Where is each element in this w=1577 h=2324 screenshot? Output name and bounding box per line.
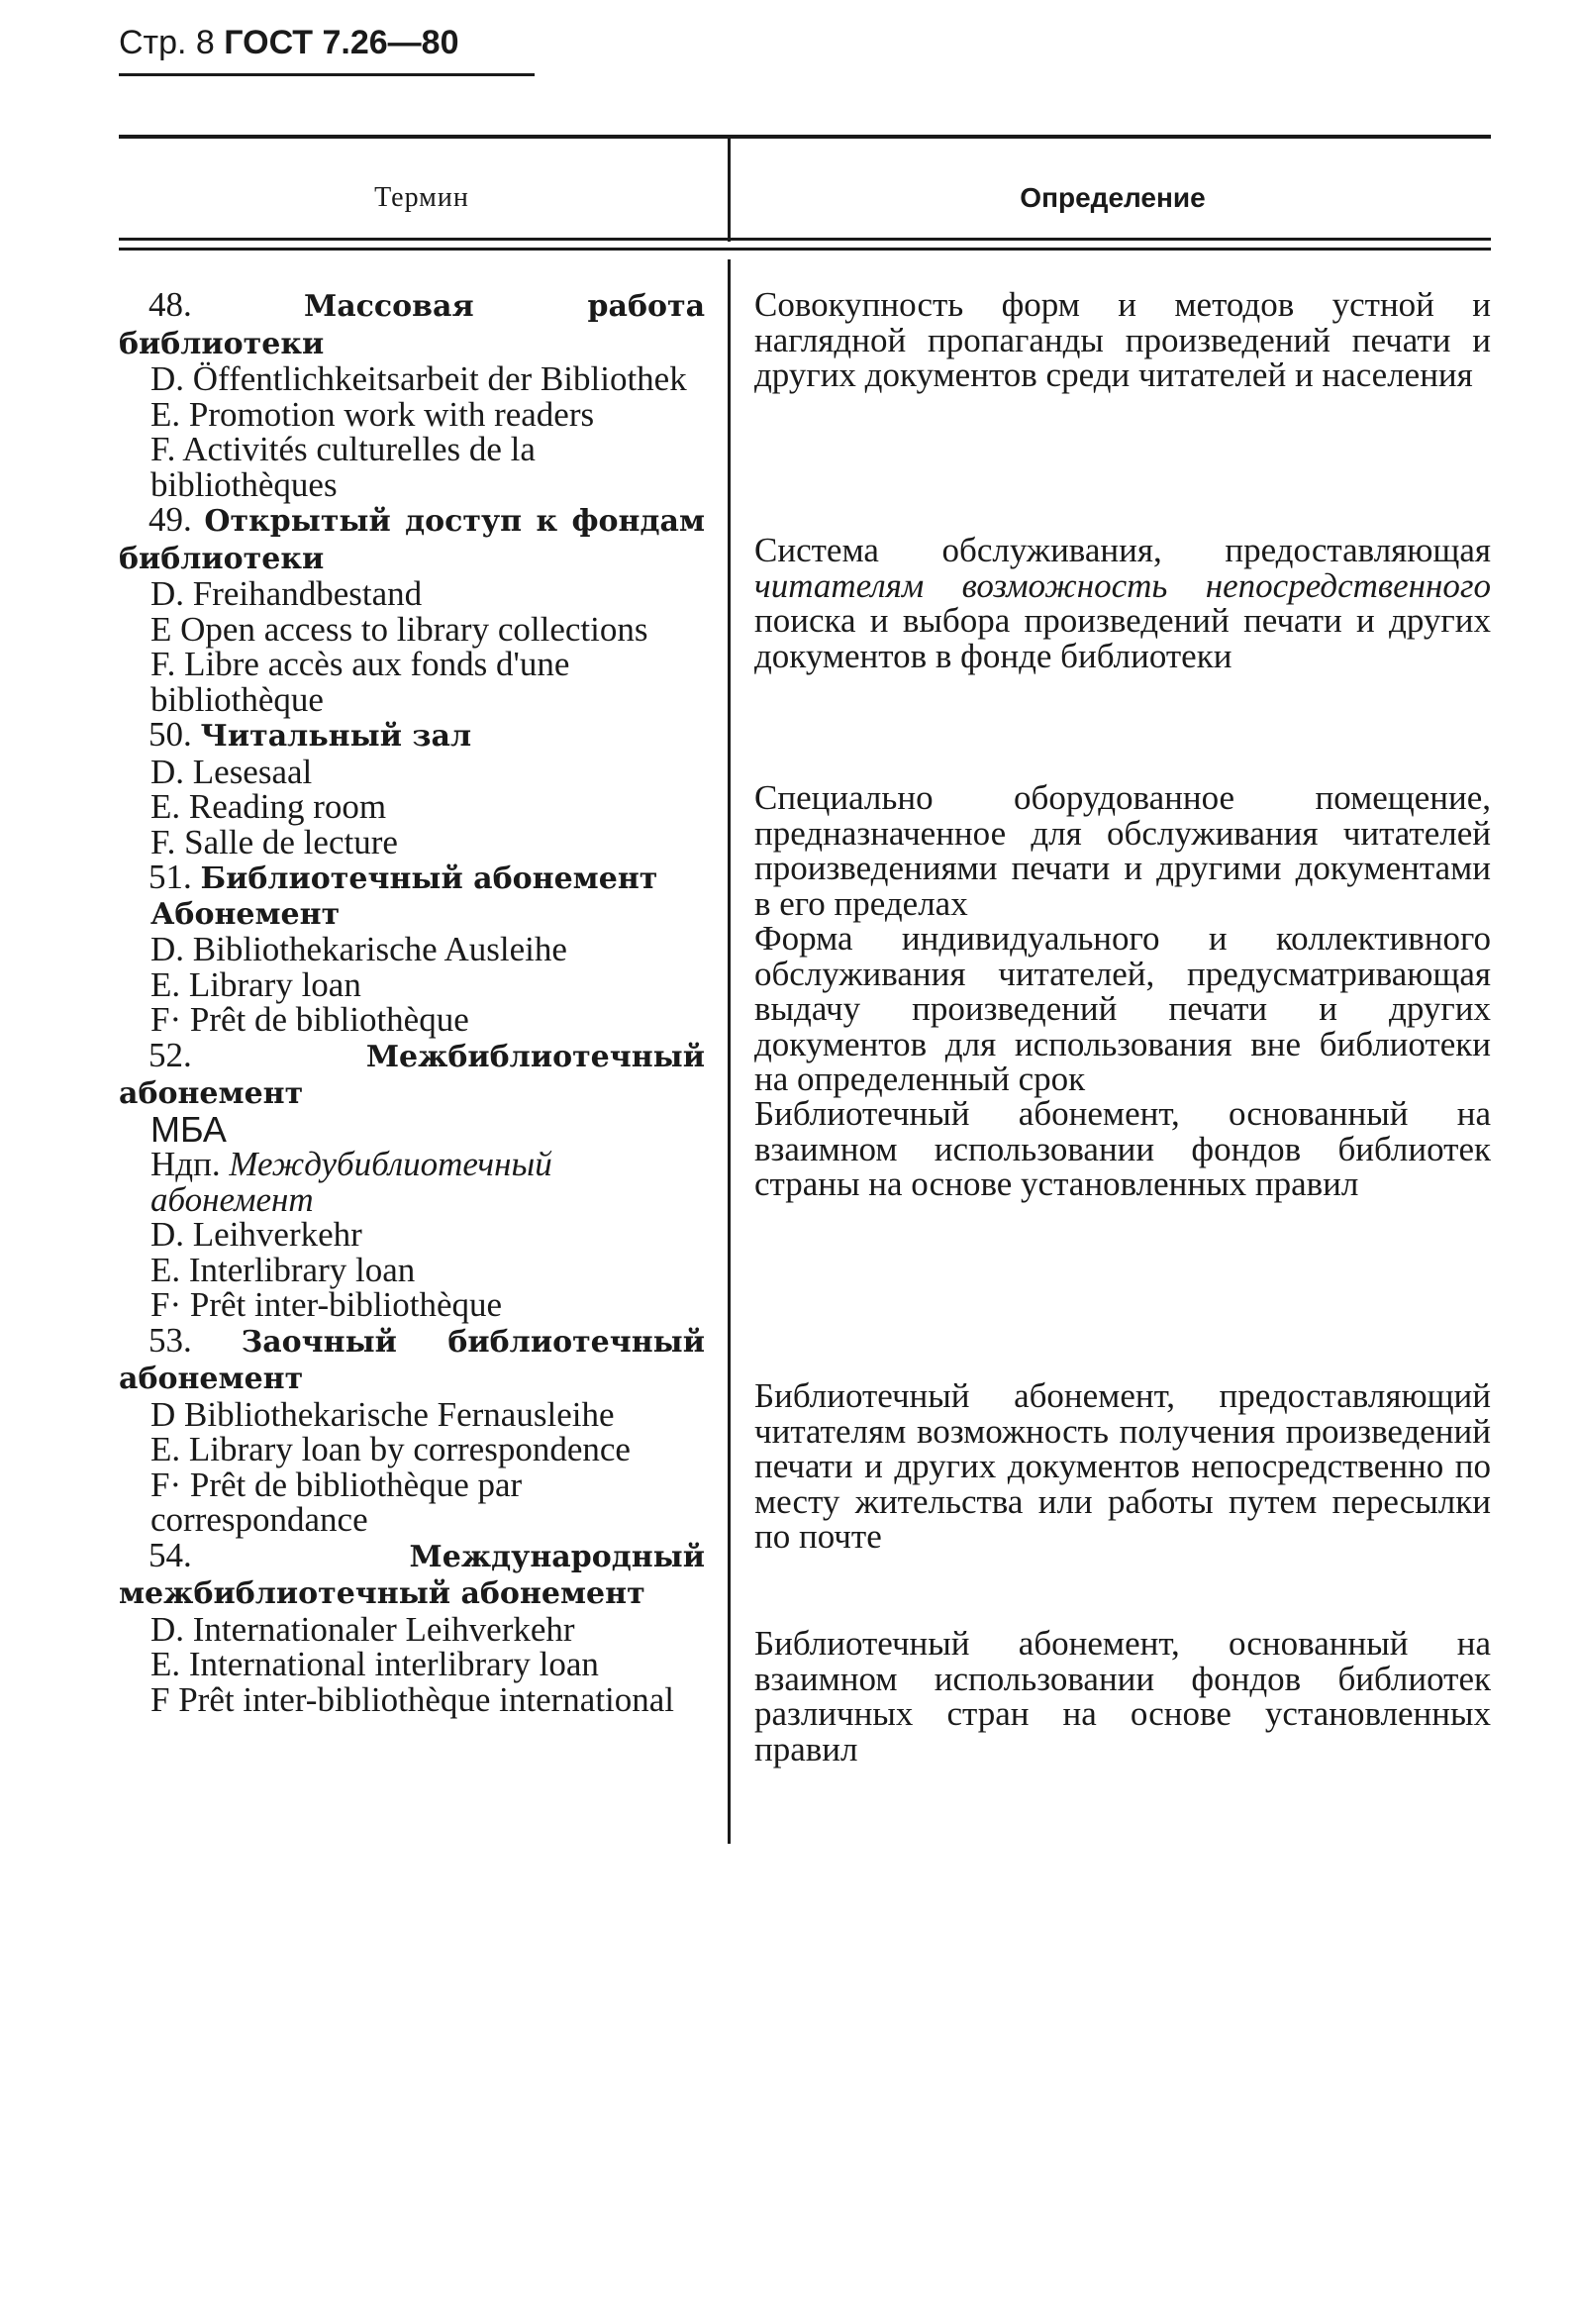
term-number: 54. <box>148 1535 192 1574</box>
standard-code: ГОСТ 7.26—80 <box>224 24 459 61</box>
term-number: 51. <box>148 858 192 896</box>
term-english: E. Library loan by correspondence <box>150 1430 631 1468</box>
term-english: E Open access to library collections <box>150 609 648 649</box>
term-german: D. Leihverkehr <box>150 1215 362 1254</box>
table-top-rule <box>119 135 1491 139</box>
term-title: Межбиблиотечный абонемент <box>119 1039 705 1111</box>
term-heading <box>119 859 705 897</box>
header-double-rule-top <box>119 238 1491 241</box>
term-heading <box>119 1535 705 1612</box>
term-english: E. Library loan <box>150 964 361 1004</box>
term-number: 48. <box>148 285 192 324</box>
term-german: D. Internationaler Leihverkehr <box>150 1609 575 1649</box>
term-german: D. Freihandbestand <box>150 574 423 613</box>
definition-48: Совокупность форм и методов устной и наглядной пропаганды произведений печати и других документов среди читателей и населения <box>754 285 1491 394</box>
term-number: 53. <box>148 1320 192 1360</box>
ndp-term: Междубиблиотечный абонемент <box>150 1145 552 1219</box>
term-english: E. Interlibrary loan <box>150 1250 416 1289</box>
term-english: E. International interlibrary loan <box>150 1645 599 1683</box>
term-heading <box>119 1320 705 1397</box>
term-not-allowed <box>119 1147 705 1217</box>
term-french: F. Libre accès aux fonds d'une bibliothèque <box>150 645 570 719</box>
definition-50: Специально оборудованное помещение, предназначенное для обслуживания читателей произведениями печати и другими документами в его пределах <box>754 778 1491 923</box>
term-german: D Bibliothekarische Fernausleihe <box>150 1394 615 1434</box>
column-header-definition: Определение <box>1020 182 1206 213</box>
terms-column <box>119 287 705 1717</box>
term-heading <box>119 287 705 361</box>
term-title: Открытый доступ к фондам библиотеки <box>119 504 705 576</box>
term-48 <box>119 287 705 502</box>
term-french: F. Activités culturelles de la bibliothèques <box>150 430 536 504</box>
column-divider <box>728 259 731 1844</box>
term-german: D. Öffentlichkeitsarbeit der Bibliothek <box>150 359 687 398</box>
term-french: F Prêt inter-bibliothèque international <box>150 1679 675 1719</box>
term-heading <box>119 717 705 755</box>
term-title: Читальный зал <box>200 719 472 754</box>
term-number: 52. <box>148 1035 192 1074</box>
term-number: 49. <box>148 500 192 539</box>
page-header <box>119 24 458 62</box>
term-german: D. Lesesaal <box>150 752 313 791</box>
term-heading <box>119 502 705 576</box>
term-german: D. Bibliothekarische Ausleihe <box>150 930 567 968</box>
ndp-label: Ндп. <box>150 1145 221 1183</box>
definition-54: Библиотечный абонемент, основанный на взаимном использовании фондов библиотек различных стран на основе установленных правил <box>754 1624 1491 1768</box>
term-50 <box>119 717 705 859</box>
term-title: Массовая работа библиотеки <box>119 289 706 361</box>
definition-49-part1: Система обслуживания, предоставляющая <box>754 531 1491 569</box>
term-title: Международный межбиблиотечный абонемент <box>119 1539 705 1611</box>
term-49 <box>119 502 705 717</box>
definition-49-italic: читателям возможность непосредственного <box>754 565 1491 605</box>
header-rule <box>119 73 535 76</box>
term-51 <box>119 859 705 1038</box>
column-divider-head <box>728 137 731 242</box>
term-number: 50. <box>148 715 192 754</box>
term-synonym: Абонемент <box>150 896 341 932</box>
term-english: E. Reading room <box>150 787 387 826</box>
header-double-rule-bottom <box>119 248 1491 251</box>
term-title: Заочный библиотечный абонемент <box>119 1324 705 1396</box>
term-french: F· Prêt inter-bibliothèque <box>150 1285 503 1324</box>
term-french: F. Salle de lecture <box>150 822 398 861</box>
term-54 <box>119 1535 705 1719</box>
column-header-term: Термин <box>374 182 469 213</box>
term-french: F· Prêt de bibliothèque <box>150 1000 469 1039</box>
term-title: Библиотечный абонемент <box>200 861 658 896</box>
definition-49-part2: поиска и выбора произведений печати и других документов в фонде библиотеки <box>754 601 1491 675</box>
page-number: Стр. 8 <box>119 24 215 61</box>
term-abbreviation: МБА <box>150 1108 227 1150</box>
definition-49 <box>754 533 1491 673</box>
term-english: E. Promotion work with readers <box>150 394 595 434</box>
term-53 <box>119 1320 705 1539</box>
term-french: F· Prêt de bibliothèque par correspondance <box>150 1465 523 1539</box>
definition-53: Библиотечный абонемент, предоставляющий читателям возможность получения произведений печати и других документов непосредственно по месту жительства или работы путем пересылки по почте <box>754 1376 1491 1556</box>
term-heading <box>119 1035 705 1112</box>
definition-51: Форма индивидуального и коллективного обслуживания читателей, предусматривающая выдачу произведений печати и других документов для использования вне библиотеки на определенный срок <box>754 919 1491 1098</box>
term-52 <box>119 1035 705 1324</box>
definition-52: Библиотечный абонемент, основанный на взаимном использовании фондов библиотек страны на основе установленных правил <box>754 1094 1491 1203</box>
